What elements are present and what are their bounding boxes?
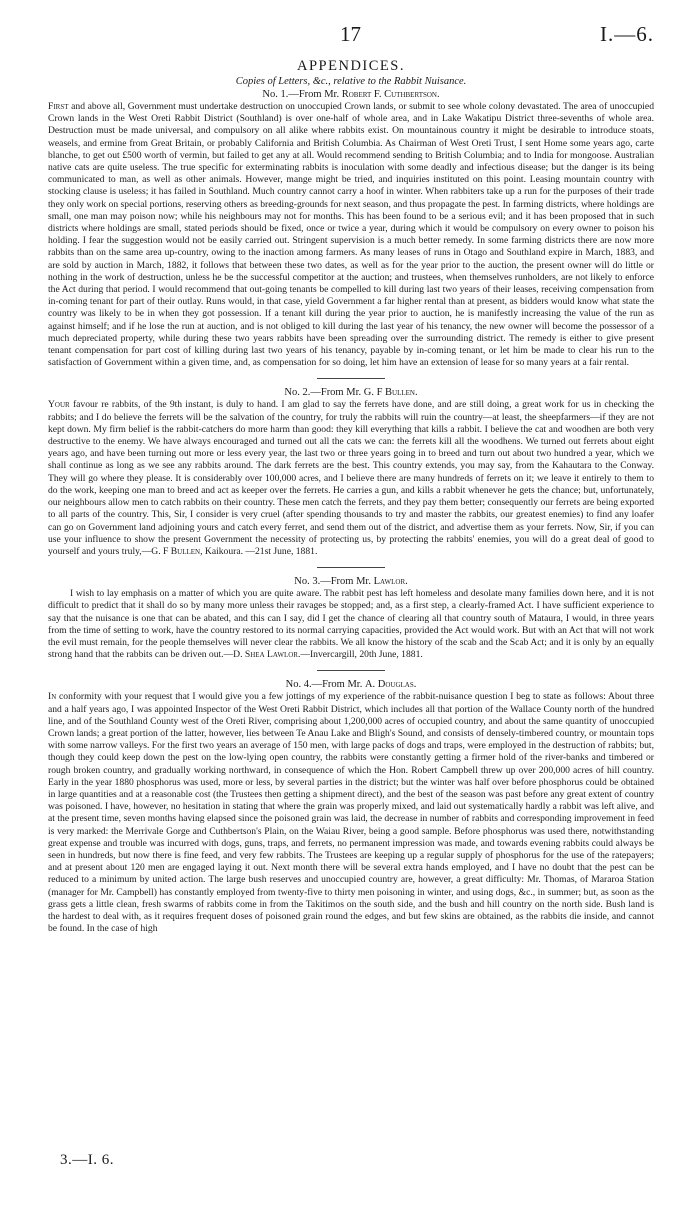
- letter-3-number: No. 3.—From Mr.: [294, 576, 371, 588]
- letter-1-author: Robert F. Cuthbertson.: [341, 89, 440, 100]
- letter-3-text: I wish to lay emphasis on a matter of which you are quite aware. The rabbit pest has left homeless and desolate many families down here, and it is not difficult to predict that it shall do so by many more unless their ravages be stopped; and, as a first step, a clearly-framed Act. I have sufficient experience to say that the nuisance is one that can be abated, and this can I say, did I get the chance of clearing all that country south of Mataura, I would, in three years from the time of setting to work, have the country restored to its normal carrying capacities, provided the Act would work. But with an Act that will not work the evil must remain, for the people themselves will never clear the rabbits. We all know the history of the scab and the Scab Act; and it is only by an equally strong hand that the rabbits can be driven out.—: [48, 588, 654, 661]
- letter-2-body: [48, 399, 654, 558]
- section-title: APPENDICES.: [297, 58, 405, 74]
- letter-1-number: No. 1.—From Mr.: [262, 89, 340, 100]
- letter-1-lead-word: First: [48, 101, 69, 112]
- printer-signature-mark: 3.—I. 6.: [60, 1152, 114, 1168]
- letter-1-body: [48, 101, 654, 369]
- letter-4-author: A. Douglas.: [364, 679, 417, 691]
- letter-1-text: and above all, Government must undertake destruction on unoccupied Crown lands, or submit to see whole colony devastated. The area of unoccupied Crown lands in the West Oreti Rabbit District (Southland) is over one-half of whole area, and in Lake Wakatipu District three-sevenths of whole area. Destruction must be made universal, and compulsory on all alike where rabbits exist. On mountainous country it might be desirable to introduce stoats, weasels, and ermine from Great Britain, or probably California and British Columbia. As Chairman of West Oreti Trust, I sent Home some years ago, carte blanche, to get out £500 worth of vermin, but failed to get any at all. Would recommend sending to British Columbia; and to India for mongoose. Australian native cats are quite useless. The true specific for exterminating rabbits is inoculation with some deadly and infectious disease; but the danger is its being communicated to man, as well as other animals. However, mange might be tried, and inquiries instituted on this point. Leasing mountain country with stocking clause is useless; it has failed in Southland. Much country cannot carry a hoof in winter. When rabbiters take up a run for the purposes of their trade they only work on special portions, reserving others as breeding-grounds for next season, and thus propagate the pest. In farming districts, where holdings are small, one man may poison now; while his neighbours may not for months. This has been found to be a serious evil; and it has been proposed that in such districts where holdings are small, stated periods should be fixed, once or twice a year, during which it would be compulsory on every owner to poison his holding. I fear the suggestion would not be easily carried out. Stringent supervision is a much better remedy. In some farming districts there are now more rabbits than on the same area up-country, owing to the inaction among farmers. As many leases of runs in Otago and Southland expire in March, 1883, and are sold by auction in March, 1882, it follows that between these two dates, as well as for the year prior to the auction, the present owner will do little or nothing in the work of destruction, unless he be the successful competitor at the auction; and trustees, when themselves runholders, are not likely to enforce the Act during that period. I would recommend that out-going tenants be compelled to kill during last two years of their leases, receiving compensation from in-coming tenant for part of their outlay. Runs would, in that case, yield Government a far higher rental than at present, as bidders would know what state the country was likely to be in when they got possession. If a tenant kill during the year prior to auction, he is manifestly increasing the value of the run as against himself; and if he lose the run at auction, and is not obliged to kill during the last year of his tenancy, the new owner will become the possessor of a much depreciated property, while during these two years rabbits have been spreading over the surrounding district. The remedy is either to give present tenant compensation for part cost of killing during last two years of his tenancy, payable by in-coming tenant, or let him be made to clear his run to the satisfaction of Government within a given time, and, as compensation for so doing, let him have an extension of lease for so many years at a fair rental.: [48, 101, 654, 369]
- letter-4-number: No. 4.—From Mr.: [285, 679, 363, 691]
- letter-2-number: No. 2.—From Mr.: [284, 387, 362, 399]
- letter-3-author: Lawlor.: [373, 576, 408, 588]
- letter-2-lead-word: Your: [48, 399, 70, 411]
- letter-4-heading: [48, 679, 654, 690]
- separator-rule: [317, 567, 385, 568]
- letter-2-author: G. F Bullen.: [363, 387, 418, 399]
- letter-4-text: conformity with your request that I would give you a few jottings of my experience of the rabbit-nuisance question I beg to state as follows: About three and a half years ago, I was appointed Inspector of the West Oreti Rabbit District, which includes all that portion of the Wallace County north of the hundred line, and of the Southland County west of the Oreti River, comprising about 1,200,000 acres of occupied country, and about the same quantity of unoccupied Crown lands; a great portion of the latter, however, lies between Te Anau Lake and Bligh's Sound, and consists of densely-timbered country, or mountain tops with some narrow valleys. For the first two years an average of 150 men, with large packs of dogs and traps, were employed in the destruction of rabbits; but, though they could keep down the pest on the low-lying open country, the rabbits were constantly getting a firmer hold of the river-banks and timbered or rough broken country, and gradually working northward, in consequence of which the Hon. Robert Campbell threw up over 200,000 acres of hill country. Early in the year 1880 phosphorus was used, more or less, by several parties in the district; but the winter was half over before phosphorus could be obtained in large quantities and at a reasonable cost (the Trustees then getting a shipment direct), and the best of the season was past before any great extent of country was poisoned. I have, however, no hesitation in stating that where the grain was properly mixed, and laid out systematically hardly a rabbit was left alive, and at the present time, seven months having elapsed since the poisoned grain was laid, the decrease in number of rabbits and corresponding improvement in feed is very marked: the Merrivale Gorge and Cuthbertson's Plain, on the Waiau River, being a good sample. Before phosphorus was used there, notwithstanding great expense and trouble was incurred with dogs, guns, traps, and ferrets, no permanent impression was made, and towards evening rabbits could always be seen in hundreds, but now there is fine feed, and very few rabbits. The Trustees are keeping up a regular supply of phosphorus for the use of the ratepayers; and at present about 120 men are engaged laying it out. Next month there will be several extra hands employed, and I have no doubt that the pest can be reduced to a minimum by united action. The large bush reserves and unoccupied country are, however, a great difficulty: Mr. Thomas, of Mararoa Station (manager for Mr. Campbell) has constantly employed from twenty-five to thirty men poisoning in winter, and using dogs, &c., in summer; but, as soon as the grass gets a little clean, fresh swarms of rabbits come in from the Takitimos on the south side, and the bush and hill country on the north side. Bush land is the hardest to deal with, as it requires frequent doses of poisoned grain round the edges, and but few skins are obtained, as the rabbits die inside, and cannot be found. In the case of high: [48, 691, 654, 935]
- letter-4-body: [48, 691, 654, 935]
- letter-3-signature: D. Shea Lawlor: [233, 649, 298, 661]
- separator-rule: [317, 378, 385, 379]
- page-header: [48, 22, 654, 56]
- document-reference: I.—6.: [600, 22, 654, 46]
- letter-3-signature-place-date: .—Invercargill, 20th June, 1881.: [297, 649, 423, 661]
- letter-2-heading: [48, 387, 654, 398]
- section-subtitle: Copies of Letters, &c., relative to the Rabbit Nuisance.: [235, 76, 467, 87]
- letter-4-lead-word: In: [48, 691, 57, 703]
- letter-2-signature-place-date: , Kaikoura. —21st June, 1881.: [200, 545, 318, 557]
- document-page: [48, 22, 654, 935]
- letter-2-text: favour re rabbits, of the 9th instant, is duly to hand. I am glad to say the ferrets have done, and are still doing, a great work for us in checking the rabbits; and I do believe the ferrets will be the salvation of the country, for truly the rabbits will ruin the country—at least, the sheepfarmers—if they are not kept down. My firm belief is the rabbit-catchers do more harm than good: they kill everything that kills a rabbit. I believe the cat and woodhen are both very destructive to the enemy. We have always encouraged and turned out all the cats we can: the ferrets kill all the woodhens. We turned out ferrets about eight years ago, and have been turning out more or less every year, the last two or three years going in to breed and turn out about two hundred a year, which we shall continue as long as we see any rabbits around. The dark ferrets are the best. This country extends, you may say, from the Kahautara to the Conway. They will go where they please. It is considerably over 100,000 acres, and I believe there are many hundreds of ferrets on it; we leave it entirely to them to do the work, keeping one man to breed and act as keeper over the ferrets. He carries a gun, and kills a rabbit whenever he gets the chance; but, unfortunately, our neighbours allow men to catch rabbits on their country. These men catch the ferrets, and they pay them better; consequently our ferrets are being exported to all parts of the country. This, Sir, I consider is very cruel (after spending thousands to try and master the rabbits, our greatest enemies) to find any loafer can go on Government land adjoining yours and catch every ferret, and send them out of the district, and advertise them as your ferrets. Now, Sir, if you can use your influence to show the present Government the necessity of protecting us, by protecting the rabbits' enemies, you will do a great deal of good to yourself and yours truly,—: [48, 399, 654, 557]
- page-number: 17: [340, 22, 361, 46]
- separator-rule: [317, 670, 385, 671]
- letter-2-signature: G. F Bullen: [151, 545, 201, 557]
- letter-3-body: [48, 588, 654, 661]
- letter-3-heading: [48, 576, 654, 587]
- letter-1-heading: [48, 89, 654, 100]
